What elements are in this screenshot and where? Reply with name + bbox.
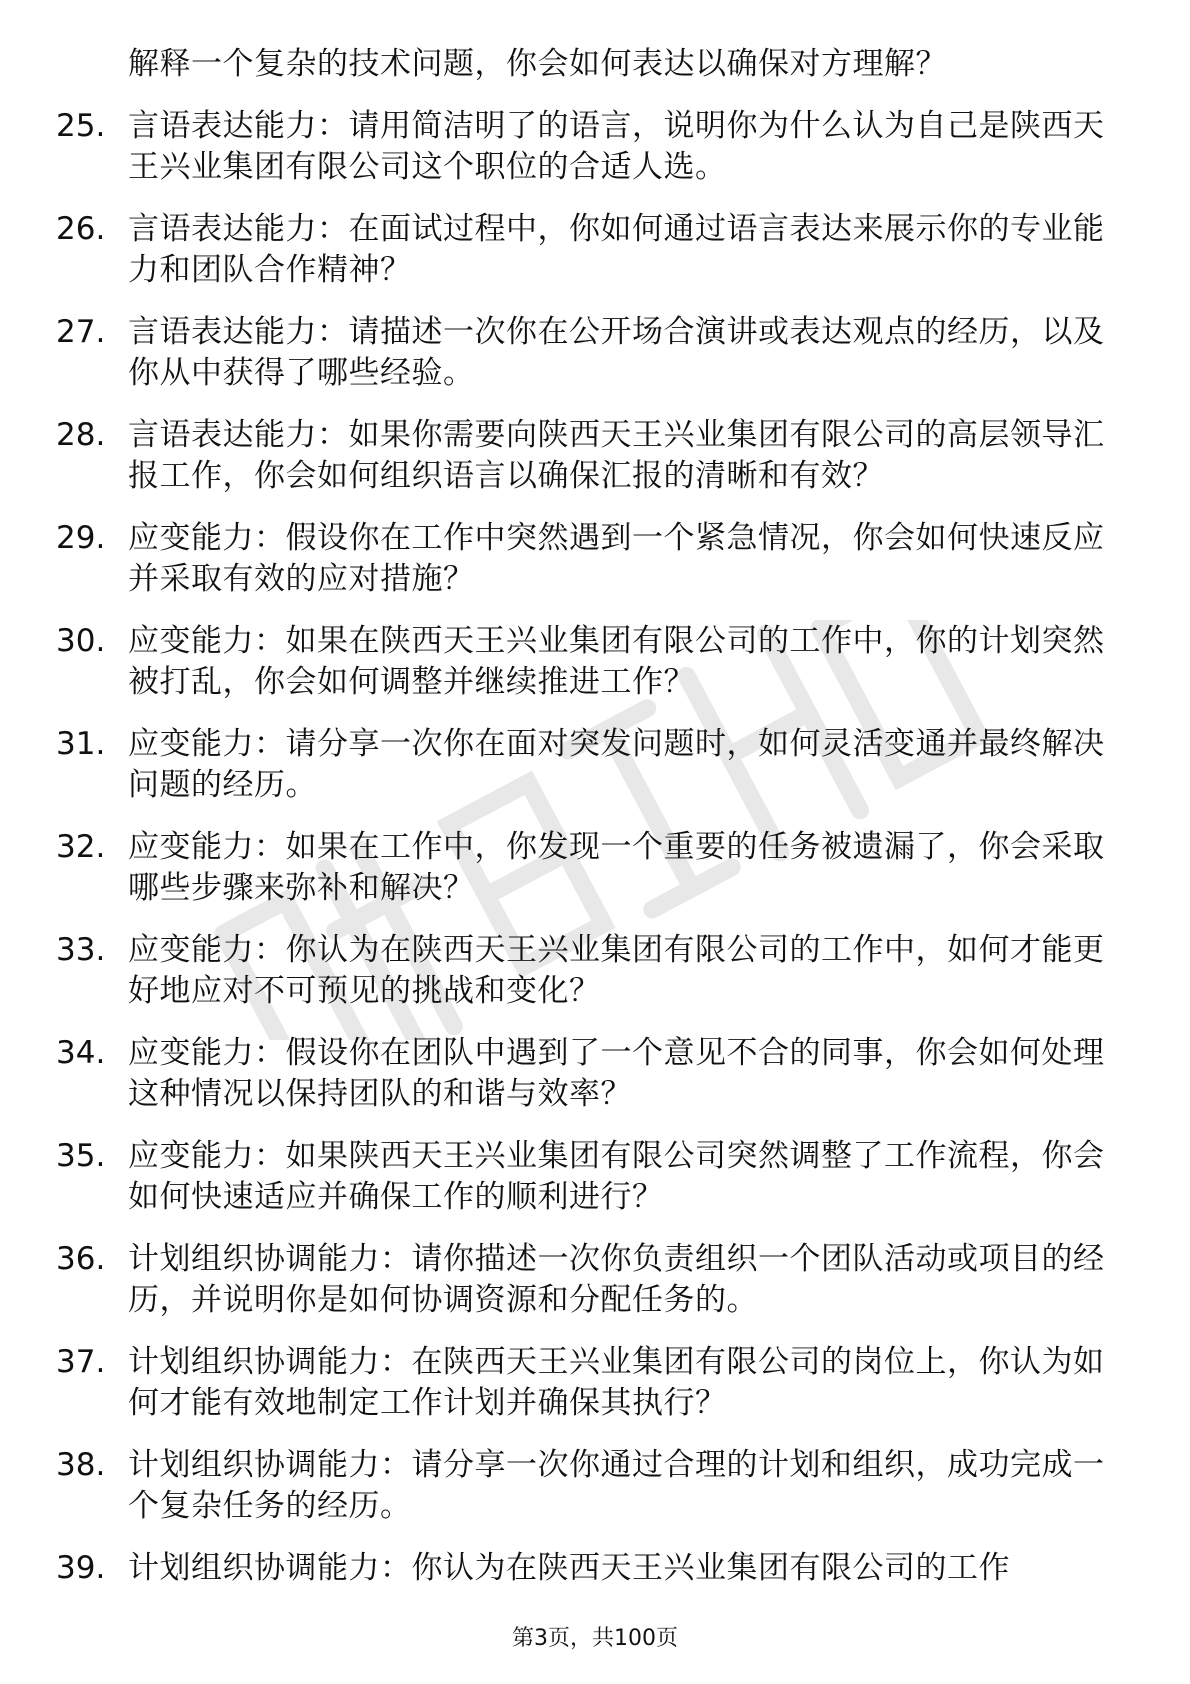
question-number: 34. bbox=[56, 1035, 106, 1071]
question-item bbox=[0, 44, 1190, 85]
page-number-footer: 第3页，共100页 bbox=[512, 1626, 678, 1651]
question-item bbox=[0, 1136, 1190, 1218]
question-number: 37. bbox=[56, 1344, 106, 1380]
question-text: 计划组织协调能力：请分享一次你通过合理的计划和组织，成功完成一个复杂任务的经历。 bbox=[128, 1447, 1105, 1524]
question-item bbox=[0, 1239, 1190, 1321]
question-text: 应变能力：请分享一次你在面对突发问题时，如何灵活变通并最终解决问题的经历。 bbox=[128, 726, 1105, 803]
question-item bbox=[0, 1342, 1190, 1424]
question-text: 应变能力：你认为在陕西天王兴业集团有限公司的工作中，如何才能更好地应对不可预见的挑战和变化？ bbox=[128, 932, 1105, 1009]
question-text: 计划组织协调能力：请你描述一次你负责组织一个团队活动或项目的经历，并说明你是如何协调资源和分配任务的。 bbox=[128, 1241, 1105, 1318]
question-list bbox=[0, 44, 1190, 1610]
question-text: 言语表达能力：如果你需要向陕西天王兴业集团有限公司的高层领导汇报工作，你会如何组织语言以确保汇报的清晰和有效？ bbox=[128, 417, 1105, 494]
question-item bbox=[0, 724, 1190, 806]
question-item bbox=[0, 518, 1190, 600]
question-item bbox=[0, 621, 1190, 703]
question-number: 36. bbox=[56, 1241, 106, 1277]
question-item bbox=[0, 1033, 1190, 1115]
question-number: 28. bbox=[56, 417, 106, 453]
question-number: 27. bbox=[56, 314, 106, 350]
question-number: 35. bbox=[56, 1138, 106, 1174]
question-text: 应变能力：假设你在团队中遇到了一个意见不合的同事，你会如何处理这种情况以保持团队的和谐与效率？ bbox=[128, 1035, 1105, 1112]
question-text: 应变能力：如果陕西天王兴业集团有限公司突然调整了工作流程，你会如何快速适应并确保工作的顺利进行？ bbox=[128, 1138, 1105, 1215]
question-text: 言语表达能力：请用简洁明了的语言，说明你为什么认为自己是陕西天王兴业集团有限公司这个职位的合适人选。 bbox=[128, 108, 1105, 185]
question-item bbox=[0, 312, 1190, 394]
question-item bbox=[0, 209, 1190, 291]
question-text: 言语表达能力：请描述一次你在公开场合演讲或表达观点的经历，以及你从中获得了哪些经验。 bbox=[128, 314, 1105, 391]
question-text: 计划组织协调能力：在陕西天王兴业集团有限公司的岗位上，你认为如何才能有效地制定工作计划并确保其执行？ bbox=[128, 1344, 1105, 1421]
question-number: 29. bbox=[56, 520, 106, 556]
question-number: 39. bbox=[56, 1550, 106, 1586]
question-item bbox=[0, 415, 1190, 497]
question-text: 言语表达能力：在面试过程中，你如何通过语言表达来展示你的专业能力和团队合作精神？ bbox=[128, 211, 1105, 288]
question-number: 30. bbox=[56, 623, 106, 659]
question-text: 解释一个复杂的技术问题，你会如何表达以确保对方理解？ bbox=[128, 46, 947, 82]
question-number: 32. bbox=[56, 829, 106, 865]
question-number: 26. bbox=[56, 211, 106, 247]
question-number: 31. bbox=[56, 726, 106, 762]
question-number: 38. bbox=[56, 1447, 106, 1483]
question-item bbox=[0, 930, 1190, 1012]
question-item bbox=[0, 106, 1190, 188]
question-text: 计划组织协调能力：你认为在陕西天王兴业集团有限公司的工作 bbox=[128, 1550, 1010, 1586]
question-item bbox=[0, 1445, 1190, 1527]
question-item bbox=[0, 1548, 1190, 1589]
question-text: 应变能力：如果在工作中，你发现一个重要的任务被遗漏了，你会采取哪些步骤来弥补和解决？ bbox=[128, 829, 1105, 906]
question-number: 33. bbox=[56, 932, 106, 968]
question-text: 应变能力：如果在陕西天王兴业集团有限公司的工作中，你的计划突然被打乱，你会如何调整并继续推进工作？ bbox=[128, 623, 1105, 700]
question-number: 25. bbox=[56, 108, 106, 144]
question-item bbox=[0, 827, 1190, 909]
question-text: 应变能力：假设你在工作中突然遇到一个紧急情况，你会如何快速反应并采取有效的应对措施？ bbox=[128, 520, 1105, 597]
